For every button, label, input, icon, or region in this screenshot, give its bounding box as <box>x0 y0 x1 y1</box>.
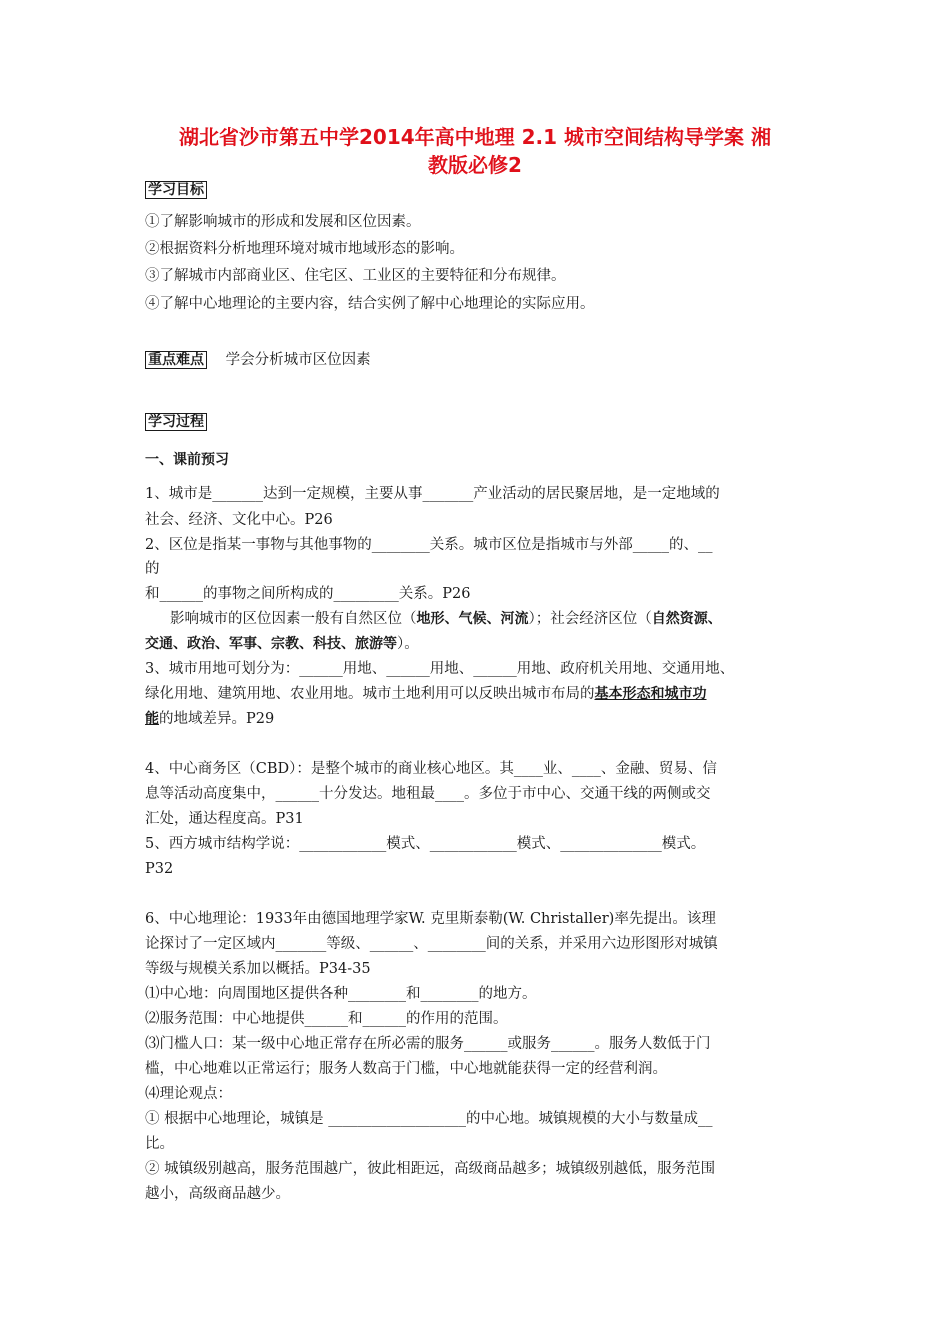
objective-item: ②根据资料分析地理环境对城市地域形态的影响。 <box>145 241 464 257</box>
question-6-line3: 等级与规模关系加以概括。P34-35 <box>145 961 371 977</box>
question-1-line2: 社会、经济、文化中心。P26 <box>145 512 333 528</box>
key-points-text: 学会分析城市区位因素 <box>225 352 371 368</box>
viewpoint-1-line2: 比。 <box>145 1136 174 1152</box>
key-points-row <box>145 348 371 372</box>
process-heading: 学习过程 <box>145 413 207 431</box>
question-2-line1: 2、区位是指某一事物与其他事物的________关系。城市区位是指城市与外部_____的、__ <box>145 537 713 553</box>
question-6-line2: 论探讨了一定区域内_______等级、______、________间的关系，并采用六边形图形对城镇 <box>145 936 718 952</box>
objective-item: ④了解中心地理论的主要内容，结合实例了解中心地理论的实际应用。 <box>145 296 595 312</box>
key-points-heading: 重点难点 <box>145 351 207 369</box>
objective-item: ③了解城市内部商业区、住宅区、工业区的主要特征和分布规律。 <box>145 268 566 284</box>
objectives-heading: 学习目标 <box>145 181 207 199</box>
question-6-line1: 6、中心地理论：1933年由德国地理学家W. 克里斯泰勒(W. Christaller)率先提出。该理 <box>145 911 716 927</box>
question-1-line1: 1、城市是_______达到一定规模，主要从事_______产业活动的居民聚居地，是一定地域的 <box>145 486 720 502</box>
question-2-line4: 影响城市的区位因素一般有自然区位（地形、气候、河流）；社会经济区位（自然资源、 <box>170 611 722 627</box>
question-5-line2: P32 <box>145 861 174 877</box>
section-heading: 一、课前预习 <box>145 452 229 468</box>
question-4-line3: 汇处，通达程度高。P31 <box>145 811 304 827</box>
viewpoint-1-line1: ① 根据中心地理论，城镇是 ___________________的中心地。城镇规模的大小与数量成__ <box>145 1111 713 1127</box>
question-2-line5: 交通、政治、军事、宗教、科技、旅游等）。 <box>145 636 419 652</box>
viewpoint-2-line2: 越小，高级商品越少。 <box>145 1186 290 1202</box>
question-3-line3: 能的地域差异。P29 <box>145 711 275 727</box>
process-heading-row <box>145 410 207 434</box>
question-6-sub2: ⑵服务范围：中心地提供______和______的作用的范围。 <box>145 1011 508 1027</box>
question-2-line2: 的 <box>145 561 160 577</box>
question-6-sub3-line2: 槛，中心地难以正常运行；服务人数高于门槛，中心地就能获得一定的经营利润。 <box>145 1061 667 1077</box>
document-title-line2: 教版必修2 <box>428 153 522 177</box>
objectives-heading-row <box>145 178 207 202</box>
question-6-sub1: ⑴中心地：向周围地区提供各种________和________的地方。 <box>145 986 537 1002</box>
question-3-line1: 3、城市用地可划分为：______用地、______用地、______用地、政府机关用地、交通用地、 <box>145 661 735 677</box>
document-title-line1: 湖北省沙市第五中学2014年高中地理 2.1 城市空间结构导学案 湘 <box>179 125 771 149</box>
question-3-line2: 绿化用地、建筑用地、农业用地。城市土地利用可以反映出城市布局的基本形态和城市功 <box>145 686 707 702</box>
question-6-sub3-line1: ⑶门槛人口：某一级中心地正常存在所必需的服务______或服务______。服务人数低于门 <box>145 1036 711 1052</box>
objective-item: ①了解影响城市的形成和发展和区位因素。 <box>145 214 421 230</box>
question-4-line1: 4、中心商务区（CBD）：是整个城市的商业核心地区。其____业、____、金融、贸易、信 <box>145 761 717 777</box>
question-2-line3: 和______的事物之间所构成的_________关系。P26 <box>145 586 471 602</box>
question-5-line1: 5、西方城市结构学说：____________模式、____________模式、______________模式。 <box>145 836 706 852</box>
question-6-sub4: ⑷理论观点： <box>145 1086 232 1102</box>
viewpoint-2-line1: ② 城镇级别越高，服务范围越广，彼此相距远，高级商品越多；城镇级别越低，服务范围 <box>145 1161 716 1177</box>
question-4-line2: 息等活动高度集中，______十分发达。地租最____。多位于市中心、交通干线的两侧或交 <box>145 786 711 802</box>
